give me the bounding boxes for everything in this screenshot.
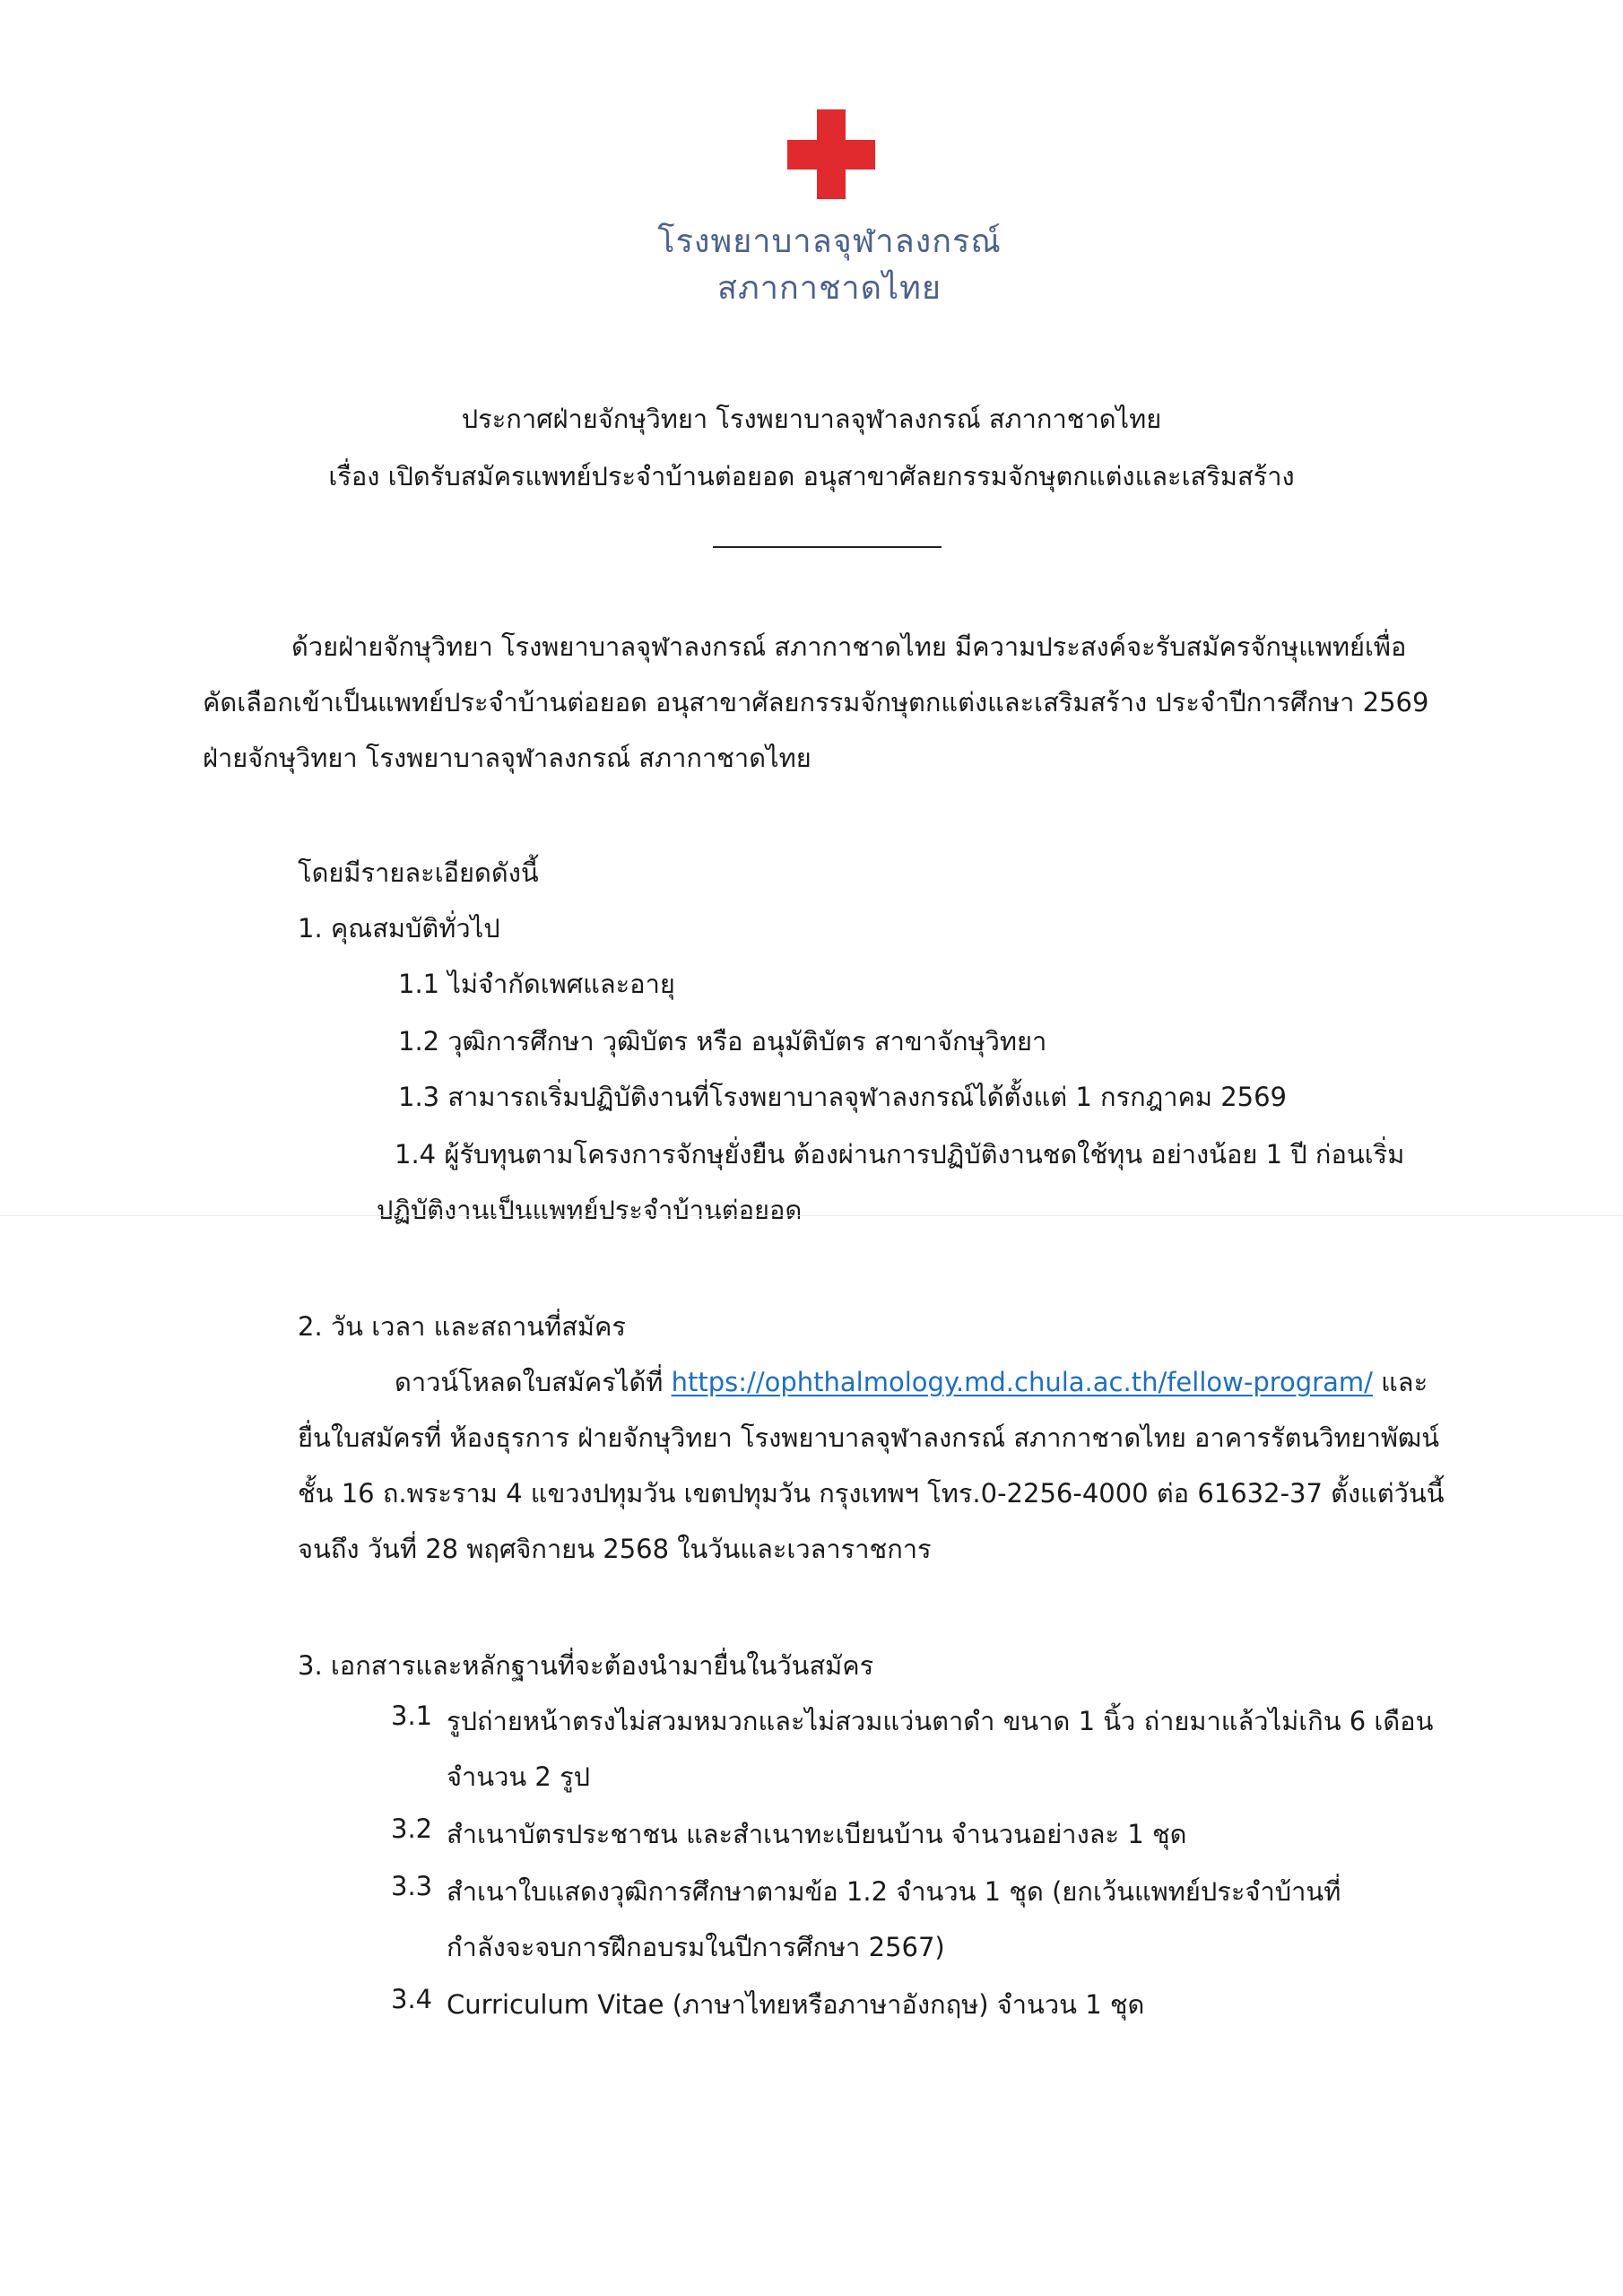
section-1-item: 1.2 วุฒิการศึกษา วุฒิบัตร หรือ อนุมัติบัตร สาขาจักษุวิทยา: [398, 1026, 1047, 1057]
announcement-subject: เรื่อง เปิดรับสมัครแพทย์ประจำบ้านต่อยอด อนุสาขาศัลยกรรมจักษุตกแต่งและเสริมสร้าง: [328, 461, 1295, 491]
title-divider: [713, 546, 942, 548]
section-3-item-continuation: กำลังจะจบการฝึกอบรมในปีการศึกษา 2567): [447, 1932, 945, 1962]
logo-hospital-name: โรงพยาบาลจุฬาลงกรณ์: [657, 223, 1002, 260]
download-suffix: และ: [1381, 1367, 1428, 1397]
section-3-item: รูปถ่ายหน้าตรงไม่สวมหมวกและไม่สวมแว่นตาดำ ขนาด 1 นิ้ว ถ่ายมาแล้วไม่เกิน 6 เดือน: [447, 1706, 1434, 1736]
section-1-item-continuation: ปฏิบัติงานเป็นแพทย์ประจำบ้านต่อยอด: [377, 1195, 803, 1225]
section-1-heading: 1. คุณสมบัติทั่วไป: [298, 913, 500, 944]
red-cross-horizontal-bar: [787, 140, 875, 170]
section-2-line: ชั้น 16 ถ.พระราม 4 แขวงปทุมวัน เขตปทุมวัน กรุงเทพฯ โทร.0-2256-4000 ต่อ 61632-37 ตั้งแต่วันนี้: [298, 1478, 1445, 1509]
intro-line-3: ฝ่ายจักษุวิทยา โรงพยาบาลจุฬาลงกรณ์ สภากาชาดไทย: [203, 743, 812, 773]
section-2-line: ยื่นใบสมัครที่ ห้องธุรการ ฝ่ายจักษุวิทยา โรงพยาบาลจุฬาลงกรณ์ สภากาชาดไทย อาคารรัตนวิทยาพัฒน์: [298, 1422, 1440, 1453]
section-3-item-number: 3.3: [391, 1871, 433, 1901]
section-3-item: สำเนาบัตรประชาชน และสำเนาทะเบียนบ้าน จำนวนอย่างละ 1 ชุด: [447, 1819, 1187, 1849]
section-2-heading: 2. วัน เวลา และสถานที่สมัคร: [298, 1311, 626, 1342]
application-form-link[interactable]: https://ophthalmology.md.chula.ac.th/fellow-program/: [671, 1367, 1373, 1397]
details-label: โดยมีรายละเอียดดังนี้: [298, 857, 539, 888]
section-3-item-number: 3.1: [391, 1700, 433, 1731]
section-1-item: 1.4 ผู้รับทุนตามโครงการจักษุยั่งยืน ต้องผ่านการปฏิบัติงานชดใช้ทุน อย่างน้อย 1 ปี ก่อนเริ่ม: [395, 1139, 1405, 1170]
section-3-item-number: 3.2: [391, 1813, 433, 1844]
section-3-item: Curriculum Vitae (ภาษาไทยหรือภาษาอังกฤษ) จำนวน 1 ชุด: [447, 1989, 1145, 2020]
download-line: [395, 1361, 1428, 1403]
section-3-heading: 3. เอกสารและหลักฐานที่จะต้องนำมายื่นในวันสมัคร: [298, 1650, 874, 1681]
scan-artifact-line: [0, 1215, 1623, 1216]
section-1-item: 1.1 ไม่จำกัดเพศและอายุ: [398, 969, 675, 999]
section-3-item: สำเนาใบแสดงวุฒิการศึกษาตามข้อ 1.2 จำนวน 1 ชุด (ยกเว้นแพทย์ประจำบ้านที่: [447, 1876, 1341, 1907]
logo-org-name: สภากาชาดไทย: [717, 270, 942, 307]
red-cross-icon: [787, 109, 875, 199]
intro-line-2: คัดเลือกเข้าเป็นแพทย์ประจำบ้านต่อยอด อนุสาขาศัลยกรรมจักษุตกแต่งและเสริมสร้าง ประจำปีการศึกษา 2569: [203, 687, 1429, 718]
section-3-item-continuation: จำนวน 2 รูป: [447, 1761, 591, 1792]
download-prefix: ดาวน์โหลดใบสมัครได้ที่: [395, 1367, 664, 1397]
section-2-line: จนถึง วันที่ 28 พฤศจิกายน 2568 ในวันและเวลาราชการ: [298, 1534, 932, 1564]
intro-line-1: ด้วยฝ่ายจักษุวิทยา โรงพยาบาลจุฬาลงกรณ์ สภากาชาดไทย มีความประสงค์จะรับสมัครจักษุแพทย์เพื่อ: [291, 631, 1407, 662]
announcement-title: ประกาศฝ่ายจักษุวิทยา โรงพยาบาลจุฬาลงกรณ์ สภากาชาดไทย: [461, 404, 1162, 434]
section-3-item-number: 3.4: [391, 1984, 433, 2014]
section-1-item: 1.3 สามารถเริ่มปฏิบัติงานที่โรงพยาบาลจุฬาลงกรณ์ได้ตั้งแต่ 1 กรกฎาคม 2569: [398, 1082, 1288, 1112]
